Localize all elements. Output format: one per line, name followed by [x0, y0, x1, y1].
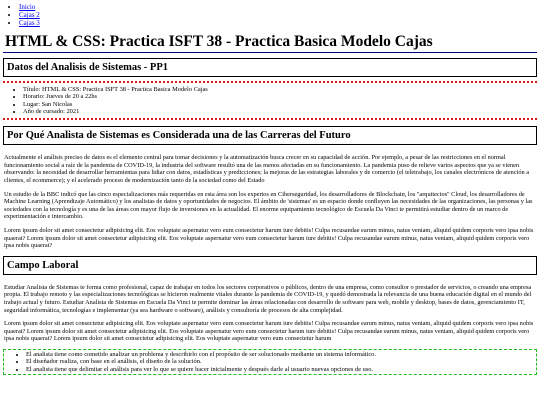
campo-section	[3, 256, 537, 375]
porque-heading: Por Qué Analista de Sistemas es Considerada una de las Carreras del Futuro	[3, 126, 537, 145]
nav-item-inicio	[19, 3, 537, 11]
roles-item: • El analista tiene como cometido analizar un problema y describirlo con el propósito de ser solucionado mediante un sistema informático.	[26, 351, 536, 358]
porque-paragraph: Lorem ipsum dolor sit amet consectetur adipisicing elit. Eos voluptate aspernatur vero eum consectetur harum iure debitis! Culpa recusandae earum minus, natus veniam, aliquid quidem corporis vero ipsa nobis quaerat? Lorem ipsum dolor sit amet consectetur adipisicing elit. Eos voluptate aspernatur vero eum consectetur harum iure debitis! Culpa recusandae earum minus, natus veniam, aliquid quidem corporis vero ipsa nobis quaerat?	[4, 226, 534, 250]
nav-link-inicio[interactable]: Inicio	[19, 3, 36, 11]
roles-list	[3, 349, 537, 375]
datos-heading: Datos del Analisis de Sistemas - PP1	[3, 58, 537, 77]
roles-item: • El analista tiene que delimitar el análisis para ver lo que se quiere hacer inicialmente y después darle al usuario nuevas opciones de uso.	[26, 366, 536, 373]
datos-item-titulo: • Título: HTML & CSS: Practica ISFT 38 - Practica Basica Modelo Cajas	[23, 86, 537, 93]
nav-link-cajas-3[interactable]: Cajas 3	[19, 19, 40, 27]
nav-item-cajas-2	[19, 11, 537, 19]
datos-list	[3, 81, 537, 120]
nav-item-cajas-3	[19, 19, 537, 27]
campo-paragraph: Estudiar Analista de Sistemas te forma como profesional, capaz de trabajar en todos los sectores corporativos o públicos, dentro de una empresa, como consultor o prestador de servicios, o creando una empresa propia. El trabajo remoto y las especializaciones tecnológicas se hicieron realmente vitales durante la pandemia de COVID-19, y quedó demostrada la relevancia de una buena educación digital en el mundo del trabajo actual y futuro. Estudiar Analista de Sistemas en Escuela Da Vinci te permite dominar las áreas relacionadas con desarrollo de software para web, mobile y desktop, bases de datos, gerenciamiento IT, seguridad informática, tecnologías e implementar (ya sea hardware o software), análisis y consultoría de procesos de alta complejidad.	[4, 283, 532, 314]
roles-item: • El diseñador realiza, con base en el análisis, el diseño de la solución.	[26, 358, 536, 365]
page-title: HTML & CSS: Practica ISFT 38 - Practica Basica Modelo Cajas	[3, 33, 537, 53]
campo-paragraph: Lorem ipsum dolor sit amet consectetur adipisicing elit. Eos voluptate aspernatur vero eum consectetur harum iure debitis! Culpa recusandae earum minus, natus veniam, aliquid quidem corporis vero ipsa nobis quaerat? Lorem ipsum dolor sit amet consectetur adipisicing elit. Eos voluptate aspernatur vero eum consectetur harum iure debitis! Culpa recusandae earum minus, natus veniam, aliquid quidem corporis vero ipsa nobis quaerat? Lorem ipsum dolor sit amet consectetur adipisicing elit. Eos voluptate aspernatur vero eum consectetur harum	[4, 320, 534, 343]
porque-section	[3, 126, 537, 250]
porque-paragraph: Un estudio de la BBC indicó que las cinco especializaciones más requeridas en esta área son los expertos en Ciberseguridad, los desarrolladores de Blockchain, los "arquitectos" Cloud, los desarrolladores de Machine Learning (Aprendizaje Automático) y los analistas de datos y oportunidades de negocios. El ámbito de 'sistemas' es un espacio donde confluyen las necesidades de las organizaciones, las personas y las sociedades con la tecnología y es una de las áreas con mayor flujo de inversiones en la actualidad. El enorme equipamiento tecnológico de Escuela Da Vinci te permitirá estudiar dentro de un marco de experimentación e intercambio.	[4, 190, 533, 221]
nav-link-cajas-2[interactable]: Cajas 2	[19, 11, 40, 19]
datos-item-anio: • Año de cursado: 2021	[23, 108, 537, 115]
datos-section	[3, 58, 537, 120]
datos-item-lugar: • Lugar: San Nicolas	[23, 101, 537, 108]
campo-heading: Campo Laboral	[3, 256, 537, 275]
porque-paragraph: Actualmente el análisis preciso de datos es el elemento central para tomar decisiones y la automatización busca crecer en su capacidad de acción. Por ejemplo, a pesar de las restricciones en el normal funcionamiento social a raíz de la pandemia de COVID-19, la industria del software resultó una de las menos afectadas en su funcionamiento. La pandemia puso de relieve varios aspectos que ya se vienen observando: la necesidad de desarrollar herramientas para lidiar con datos, estadísticas y predicciones; la mejoras de las estrategias laborales y de comercio (el teletrabajo, los canales electrónicos de atención a clientes, el ecommerce); y el acelerado proceso de modernización tanto de la sociedad como del Estado	[4, 154, 530, 184]
nav-list	[3, 3, 537, 27]
datos-item-horario: • Horario: Jueves de 20 a 22hs	[23, 93, 537, 100]
